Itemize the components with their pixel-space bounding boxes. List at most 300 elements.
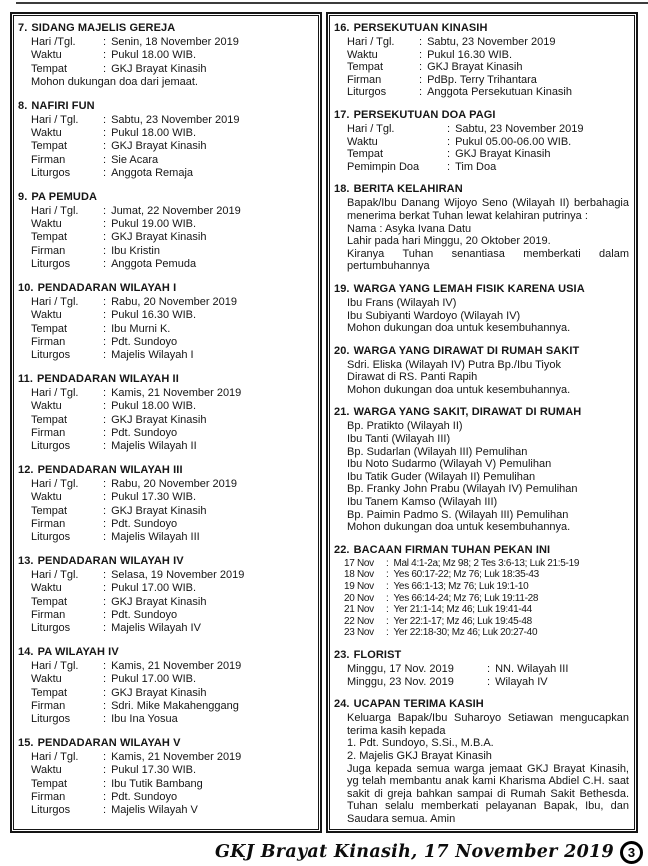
detail-colon: : [103, 750, 107, 763]
detail-label: Firman [31, 700, 66, 713]
text-line: 2. Majelis GKJ Brayat Kinasih [347, 749, 492, 762]
detail-row [31, 609, 313, 622]
detail-colon: : [103, 386, 107, 399]
detail-colon: : [103, 49, 107, 62]
section-number: 17. [334, 108, 350, 121]
section-number: 7. [18, 22, 28, 34]
detail-colon: : [386, 581, 389, 592]
detail-row [31, 414, 313, 427]
detail-value: GKJ Brayat Kinasih [111, 62, 207, 75]
text-line: Ibu Tatik Guder (Wilayah II) Pemulihan [347, 470, 536, 483]
text-line: Bp. Pratikto (Wilayah II) [347, 420, 463, 433]
detail-value: Pdt. Sundoyo [111, 426, 178, 439]
section-24 [334, 697, 629, 825]
detail-label: Hari / Tgl. [347, 36, 395, 48]
detail-value: Pukul 16.30 WIB. [111, 309, 197, 322]
detail-value: GKJ Brayat Kinasih [111, 413, 207, 426]
detail-label: Tempat [347, 61, 384, 74]
section-body [347, 663, 629, 688]
detail-colon: : [103, 218, 107, 231]
section-heading [334, 282, 629, 296]
detail-label: Hari /Tgl. [31, 36, 76, 48]
text-line: Bp. Franky John Prabu (Wilayah IV) Pemulihan [347, 483, 578, 496]
detail-colon: : [419, 36, 423, 48]
detail-label: Tempat [31, 504, 68, 517]
detail-colon: : [103, 322, 107, 335]
detail-colon: : [447, 148, 451, 161]
detail-row [31, 400, 313, 413]
section-number: 9. [18, 190, 28, 203]
section-number: 16. [334, 22, 350, 34]
detail-colon: : [103, 231, 107, 244]
detail-label: Firman [31, 791, 66, 804]
text-line: Kiranya Tuhan senantiasa memberkati dalam pertumbuhannya [347, 247, 629, 273]
detail-row [31, 804, 313, 817]
right-column [326, 12, 638, 833]
detail-colon: : [103, 700, 107, 713]
detail-colon: : [419, 73, 423, 86]
section-body [31, 387, 313, 454]
detail-row [31, 127, 313, 140]
section-title: WARGA YANG DIRAWAT DI RUMAH SAKIT [353, 344, 580, 357]
detail-value: Majelis Wilayah V [111, 804, 198, 817]
detail-colon: : [103, 477, 107, 490]
detail-row [31, 491, 313, 504]
detail-value: Pdt. Sundoyo [111, 791, 178, 804]
scan-edge-artifact [16, 2, 648, 4]
detail-label: Minggu, 17 Nov. 2019 [347, 662, 454, 675]
detail-row [31, 764, 313, 777]
section-heading [18, 190, 313, 204]
detail-colon: : [386, 592, 389, 604]
section-title: PENDADARAN WILAYAH II [37, 372, 179, 385]
section-title: PENDADARAN WILAYAH V [37, 736, 181, 749]
text-line: Nama : Asyka Ivana Datu [347, 222, 472, 235]
section-heading [334, 405, 629, 419]
detail-label: 19 Nov [344, 581, 374, 592]
text-line: Ibu Subiyanti Wardoyo (Wilayah IV) [347, 309, 521, 322]
section-body [347, 359, 629, 397]
detail-value: GKJ Brayat Kinasih [111, 595, 207, 608]
detail-colon: : [386, 615, 389, 627]
detail-label: Waktu [31, 49, 62, 62]
detail-value: Jumat, 22 November 2019 [111, 204, 241, 217]
left-column-content [12, 14, 320, 823]
detail-label: Waktu [347, 135, 378, 148]
detail-value: Pdt. Sundoyo [111, 335, 178, 348]
detail-row [31, 582, 313, 595]
section-number: 20. [334, 344, 350, 357]
detail-row [31, 622, 313, 635]
text-line: Sdri. Eliska (Wilayah IV) Putra Bp./Ibu Tiyok [347, 358, 561, 371]
section-body [31, 36, 313, 90]
text-line: Bapak/Ibu Danang Wijoyo Seno (Wilayah II) berbahagia menerima berkat Tuhan lewat kelahiran putrinya : [347, 197, 629, 222]
detail-row [31, 167, 313, 180]
detail-row [31, 231, 313, 244]
text-line: Ibu Noto Sudarmo (Wilayah V) Pemulihan [347, 458, 552, 471]
detail-label: Hari / Tgl. [31, 568, 79, 581]
detail-row [31, 309, 313, 322]
detail-colon: : [103, 113, 107, 126]
detail-row [347, 676, 629, 689]
detail-label: Waktu [31, 582, 62, 595]
section-heading [18, 281, 313, 295]
detail-value: Selasa, 19 November 2019 [111, 568, 245, 581]
detail-row [31, 258, 313, 271]
detail-value: GKJ Brayat Kinasih [111, 231, 207, 244]
detail-row [347, 663, 629, 676]
detail-label: Liturgos [31, 713, 71, 726]
detail-label: Firman [31, 517, 66, 530]
section-title: SIDANG MAJELIS GEREJA [31, 22, 176, 34]
right-column-content [328, 14, 636, 831]
detail-row [31, 36, 313, 49]
detail-value: Yes 66:14-24; Mz 76; Luk 19:11-28 [393, 592, 539, 604]
detail-label: 22 Nov [344, 615, 374, 627]
section-9 [18, 190, 313, 272]
section-number: 10. [18, 281, 34, 294]
detail-value: Pdt. Sundoyo [111, 609, 178, 621]
detail-colon: : [103, 258, 107, 271]
detail-label: Firman [31, 153, 66, 166]
page-number-badge: 3 [620, 841, 643, 864]
detail-label: Waktu [31, 309, 62, 322]
detail-row [31, 596, 313, 609]
detail-label: Waktu [31, 127, 62, 140]
detail-row [31, 713, 313, 726]
section-body [31, 751, 313, 818]
detail-colon: : [103, 349, 107, 362]
text-line: Mohon dukungan doa dari jemaat. [31, 76, 198, 89]
detail-value: Ibu Murni K. [111, 322, 171, 335]
section-title: NAFIRI FUN [31, 99, 95, 112]
section-number: 18. [334, 183, 350, 196]
detail-colon: : [103, 127, 107, 140]
section-heading [334, 648, 629, 662]
detail-colon: : [386, 569, 389, 581]
section-body [347, 123, 629, 173]
detail-colon: : [419, 61, 423, 74]
detail-value: Pukul 18.00 WIB. [111, 127, 197, 140]
section-12 [18, 463, 313, 545]
detail-value: Kamis, 21 November 2019 [111, 386, 242, 399]
detail-label: Liturgos [31, 349, 71, 362]
section-body [347, 297, 629, 335]
detail-row [31, 218, 313, 231]
section-body [31, 114, 313, 181]
text-line: Mohon dukungan doa untuk kesembuhannya. [347, 322, 571, 335]
footer-title: GKJ Brayat Kinasih, 17 November 2019 [214, 842, 614, 862]
detail-value: Tim Doa [455, 160, 497, 173]
detail-colon: : [487, 675, 491, 688]
detail-row [31, 63, 313, 76]
detail-colon: : [103, 295, 107, 308]
detail-label: Firman [31, 426, 66, 439]
detail-value: Sabtu, 23 November 2019 [427, 36, 556, 48]
section-title: PERSEKUTUAN DOA PAGI [353, 108, 496, 121]
detail-colon: : [103, 673, 107, 686]
detail-row [31, 478, 313, 491]
section-number: 8. [18, 99, 28, 112]
detail-value: Majelis Wilayah I [111, 349, 194, 362]
detail-row [31, 296, 313, 309]
detail-value: GKJ Brayat Kinasih [111, 504, 207, 517]
detail-value: Pukul 17.00 WIB. [111, 582, 197, 595]
detail-colon: : [419, 48, 423, 61]
detail-value: NN. Wilayah III [495, 662, 569, 675]
section-19 [334, 282, 629, 335]
text-line: 1. Pdt. Sundoyo, S.Si., M.B.A. [347, 737, 494, 750]
detail-label: Waktu [31, 218, 62, 231]
detail-label: Tempat [31, 595, 68, 608]
detail-value: Yes 60:17-22; Mz 76; Luk 18:35-43 [393, 569, 539, 581]
detail-colon: : [103, 791, 107, 804]
detail-value: Yer 22:18-30; Mz 46; Luk 20:27-40 [393, 627, 538, 639]
detail-row [344, 569, 629, 581]
detail-row [31, 791, 313, 804]
detail-colon: : [103, 140, 107, 153]
section-number: 21. [334, 406, 350, 419]
detail-value: Pukul 17.30 WIB. [111, 764, 197, 777]
section-title: PENDADARAN WILAYAH III [37, 463, 183, 476]
detail-row [344, 604, 629, 616]
detail-value: Rabu, 20 November 2019 [111, 477, 238, 490]
detail-label: Hari / Tgl. [347, 122, 395, 135]
section-heading [18, 463, 313, 477]
detail-value: Sabtu, 23 November 2019 [455, 122, 584, 135]
detail-colon: : [386, 627, 389, 639]
detail-row [31, 569, 313, 582]
detail-value: Pukul 18.00 WIB. [111, 49, 197, 62]
detail-label: Hari / Tgl. [31, 204, 79, 217]
detail-label: Hari / Tgl. [31, 750, 79, 763]
text-line: Keluarga Bapak/Ibu Suharoyo Setiawan mengucapkan terima kasih kepada [347, 712, 629, 737]
section-body [31, 478, 313, 545]
detail-row [347, 86, 629, 99]
detail-value: GKJ Brayat Kinasih [111, 686, 207, 699]
detail-row [344, 593, 629, 605]
section-heading [18, 99, 313, 113]
left-column [10, 12, 322, 833]
section-body [347, 36, 629, 99]
detail-row [31, 205, 313, 218]
section-heading [334, 21, 629, 35]
section-13 [18, 554, 313, 636]
detail-value: Kamis, 21 November 2019 [111, 750, 242, 763]
section-23 [334, 648, 629, 688]
detail-value: Yer 21:1-14; Mz 46; Luk 19:41-44 [393, 604, 532, 616]
detail-value: Rabu, 20 November 2019 [111, 295, 238, 308]
detail-row [347, 74, 629, 87]
detail-row [344, 616, 629, 628]
detail-label: Tempat [31, 231, 68, 244]
detail-row [344, 627, 629, 639]
detail-label: Waktu [31, 673, 62, 686]
detail-value: Ibu Ina Yosua [111, 713, 178, 726]
detail-value: Pukul 17.00 WIB. [111, 673, 197, 686]
section-heading [18, 372, 313, 386]
detail-row [347, 136, 629, 149]
detail-value: GKJ Brayat Kinasih [427, 61, 523, 74]
section-number: 14. [18, 645, 34, 658]
detail-label: Waktu [31, 491, 62, 504]
detail-row [31, 49, 313, 62]
detail-row [31, 673, 313, 686]
detail-value: Wilayah IV [495, 675, 548, 688]
text-line: Bp. Sudarlan (Wilayah III) Pemulihan [347, 445, 528, 458]
detail-colon: : [386, 557, 389, 569]
detail-row [31, 427, 313, 440]
section-heading [334, 697, 629, 711]
detail-colon: : [103, 167, 107, 180]
text-line: Dirawat di RS. Panti Rapih [347, 371, 478, 384]
detail-label: Waktu [31, 764, 62, 777]
detail-row [31, 140, 313, 153]
section-body [347, 420, 629, 533]
detail-row [31, 349, 313, 362]
detail-value: Majelis Wilayah III [111, 531, 200, 544]
detail-colon: : [103, 244, 107, 257]
section-number: 19. [334, 282, 350, 295]
detail-label: Firman [31, 335, 66, 348]
section-7 [18, 21, 313, 90]
detail-row [347, 161, 629, 174]
detail-value: Anggota Persekutuan Kinasih [427, 86, 572, 99]
detail-value: Ibu Kristin [111, 244, 160, 257]
section-title: UCAPAN TERIMA KASIH [353, 698, 484, 711]
detail-row [344, 558, 629, 570]
detail-colon: : [103, 440, 107, 453]
detail-label: Waktu [347, 48, 378, 61]
detail-value: Majelis Wilayah IV [111, 622, 201, 635]
detail-label: 23 Nov [344, 627, 374, 639]
detail-colon: : [103, 804, 107, 817]
detail-colon: : [386, 604, 389, 616]
section-11 [18, 372, 313, 454]
detail-label: Firman [31, 244, 66, 257]
section-number: 15. [18, 736, 34, 749]
detail-value: Pukul 17.30 WIB. [111, 491, 197, 504]
detail-colon: : [103, 335, 107, 348]
text-line: Juga kepada semua warga jemaat GKJ Brayat Kinasih, yg telah membantu anak kami Kharisma Abdiel C.H. saat sakit di greja bahkan sampai di Rumah Sakit Bethesda. Tuhan selalu memberkati pelayanan Bapak, Ibu, dan Saudara semua. Amin [347, 762, 629, 825]
detail-label: 18 Nov [344, 569, 374, 581]
detail-colon: : [487, 662, 491, 675]
text-line: Ibu Tanem Kamso (Wilayah III) [347, 496, 498, 509]
detail-value: Majelis Wilayah II [111, 440, 197, 453]
detail-colon: : [103, 686, 107, 699]
detail-colon: : [103, 309, 107, 322]
section-10 [18, 281, 313, 363]
detail-row [31, 778, 313, 791]
detail-value: Sabtu, 23 November 2019 [111, 113, 240, 126]
detail-colon: : [103, 204, 107, 217]
section-number: 13. [18, 554, 34, 567]
detail-label: Liturgos [31, 258, 71, 271]
section-title: BERITA KELAHIRAN [353, 183, 463, 196]
section-number: 11. [18, 372, 33, 385]
detail-value: Senin, 18 November 2019 [111, 36, 239, 48]
section-title: PA PEMUDA [31, 190, 98, 203]
detail-colon: : [447, 135, 451, 148]
detail-row [31, 440, 313, 453]
section-16 [334, 21, 629, 99]
section-body [31, 205, 313, 272]
detail-row [344, 581, 629, 593]
page-footer [0, 841, 648, 864]
detail-colon: : [103, 153, 107, 166]
detail-label: Tempat [347, 148, 384, 161]
text-line: Ibu Tanti (Wilayah III) [347, 433, 451, 446]
detail-value: Pukul 19.00 WIB. [111, 218, 197, 231]
detail-label: Liturgos [31, 622, 71, 635]
detail-row [347, 49, 629, 62]
detail-label: Tempat [31, 777, 68, 790]
section-heading [18, 21, 313, 35]
detail-row [347, 123, 629, 136]
section-body [31, 296, 313, 363]
detail-colon: : [103, 622, 107, 635]
detail-row [347, 148, 629, 161]
section-21 [334, 405, 629, 533]
detail-value: Pdt. Sundoyo [111, 517, 178, 530]
section-15 [18, 736, 313, 818]
detail-colon: : [447, 160, 451, 173]
detail-colon: : [103, 413, 107, 426]
section-17 [334, 108, 629, 173]
detail-label: 21 Nov [344, 604, 374, 616]
detail-label: Liturgos [31, 167, 71, 180]
detail-colon: : [103, 659, 107, 672]
section-body [31, 569, 313, 636]
detail-value: Yes 66:1-13; Mz 76; Luk 19:1-10 [393, 581, 529, 592]
section-title: FLORIST [353, 648, 402, 661]
detail-label: Firman [347, 73, 382, 86]
detail-colon: : [103, 568, 107, 581]
detail-label: Tempat [31, 322, 68, 335]
detail-value: Sdri. Mike Makahenggang [111, 700, 239, 713]
section-heading [18, 736, 313, 750]
detail-value: Kamis, 21 November 2019 [111, 659, 242, 672]
detail-label: Waktu [31, 400, 62, 413]
section-20 [334, 344, 629, 397]
detail-colon: : [103, 777, 107, 790]
section-heading [334, 543, 629, 557]
detail-label: Pemimpin Doa [347, 160, 420, 173]
section-title: PENDADARAN WILAYAH IV [37, 554, 184, 567]
detail-label: Liturgos [31, 804, 71, 817]
detail-colon: : [103, 517, 107, 530]
detail-label: Tempat [31, 140, 68, 153]
detail-colon: : [103, 713, 107, 726]
section-body [344, 558, 629, 639]
detail-label: Hari / Tgl. [31, 113, 79, 126]
detail-value: Pukul 18.00 WIB. [111, 400, 197, 413]
detail-colon: : [103, 426, 107, 439]
section-heading [334, 182, 629, 196]
detail-row [347, 36, 629, 49]
text-line: Mohon dukungan doa untuk kesembuhannya. [347, 383, 571, 396]
detail-row [31, 518, 313, 531]
detail-colon: : [103, 582, 107, 595]
section-body [347, 712, 629, 825]
detail-colon: : [103, 400, 107, 413]
text-line: Ibu Frans (Wilayah IV) [347, 296, 457, 309]
detail-value: Pukul 16.30 WIB. [427, 48, 513, 61]
detail-label: Tempat [31, 686, 68, 699]
detail-label: Minggu, 23 Nov. 2019 [347, 675, 454, 688]
detail-label: Liturgos [31, 440, 71, 453]
text-line: Mohon dukungan doa untuk kesembuhannya. [347, 521, 571, 534]
